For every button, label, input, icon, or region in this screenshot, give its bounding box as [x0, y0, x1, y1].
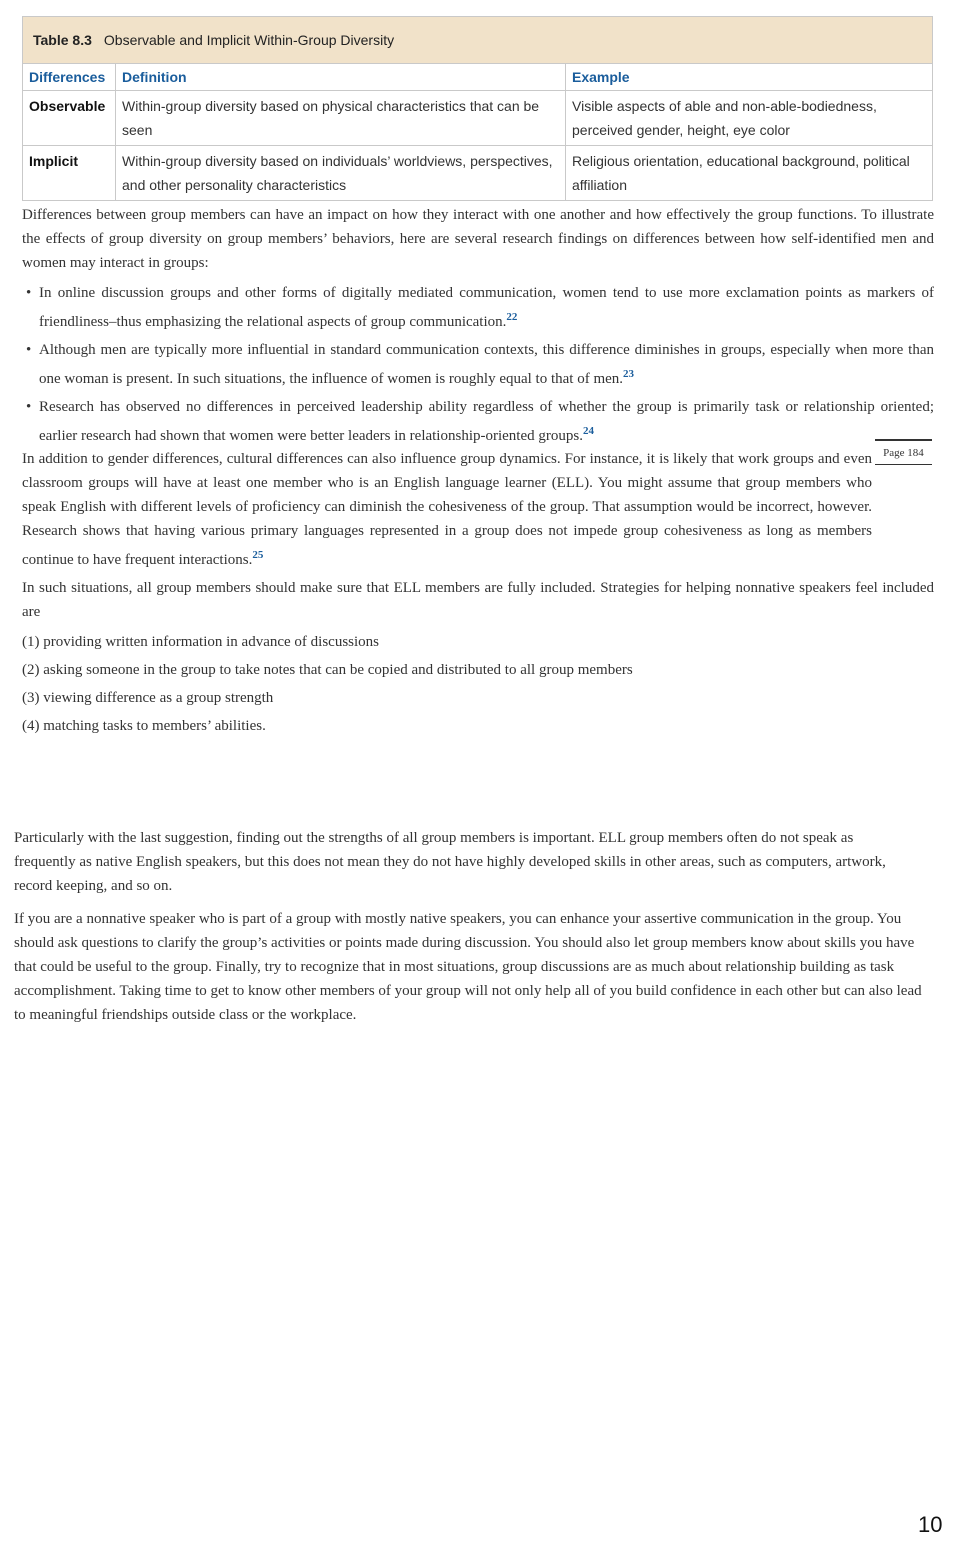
- footnote-link[interactable]: 22: [506, 311, 518, 323]
- strategy-item: (4) matching tasks to members’ abilities.: [22, 718, 266, 734]
- table-label: Table 8.3: [33, 32, 92, 48]
- header-differences: Differences: [23, 64, 116, 91]
- findings-list: [22, 281, 934, 452]
- row-definition: Within-group diversity based on individuals’ worldviews, perspectives, and other personality characteristics: [116, 146, 566, 201]
- table-row: [23, 91, 932, 146]
- table-title: Observable and Implicit Within-Group Diversity: [103, 32, 395, 48]
- diversity-table: [22, 16, 933, 201]
- footnote-link[interactable]: 24: [582, 425, 594, 437]
- row-example: Visible aspects of able and non-able-bodiedness, perceived gender, height, eye color: [566, 91, 933, 146]
- row-definition: Within-group diversity based on physical characteristics that can be seen: [116, 91, 566, 146]
- table-grid: [23, 64, 932, 200]
- list-item: • Research has observed no differences in perceived leadership ability regardless of whether the group is primarily task or relationship oriented; earlier research had shown that women were better leaders in relationship-oriented groups.$^{24}$: [26, 399, 934, 444]
- suggestion-paragraph: Particularly with the last suggestion, finding out the strengths of all group members is important. ELL group members often do not speak as frequently as native English speakers, but this does not mean they do not have highly developed skills in other areas, such as computers, artwork, record keeping, and so on.: [14, 830, 886, 894]
- table-caption: [23, 17, 932, 64]
- row-type: Observable: [23, 91, 116, 146]
- cultural-paragraph: In addition to gender differences, cultural differences can also influence group dynamics. For instance, it is likely that work groups and even classroom groups will have at least one member who is an English language learner (ELL). You might assume that group members who speak English with different levels of proficiency can diminish the cohesiveness of the group. That assumption would be incorrect, however. Research shows that having various primary languages represented in a group does not impede group cohesiveness as long as members continue to have frequent interactions.$^{25}$: [22, 451, 872, 568]
- strategy-item: (1) providing written information in advance of discussions: [22, 634, 380, 650]
- footnote-link[interactable]: 23: [623, 368, 635, 380]
- ell-paragraph: In such situations, all group members should make sure that ELL members are fully included. Strategies for helping nonnative speakers feel included are: [22, 580, 934, 620]
- list-item: • Although men are typically more influential in standard communication contexts, this difference diminishes in groups, especially when more than one woman is present. In such situations, the influence of women is roughly equal to that of men.$^{23}$: [26, 342, 934, 387]
- list-item: • In online discussion groups and other forms of digitally mediated communication, women tend to use more exclamation points as markers of friendliness–thus emphasizing the relational aspects of group communication.$^{22}$: [26, 285, 934, 330]
- strategy-item: (2) asking someone in the group to take notes that can be copied and distributed to all group members: [22, 662, 633, 678]
- table-header-row: [23, 64, 932, 91]
- nonnative-paragraph: If you are a nonnative speaker who is part of a group with mostly native speakers, you can enhance your assertive communication in the group. You should ask questions to clarify the group’s activities or points made during discussion. You should also let group members know about skills you have that could be useful to the group. Finally, try to recognize that in most situations, group discussions are as much about relationship building as task accomplishment. Taking time to get to know other members of your group will not only help all of you build confidence in each other but can also lead to meaningful friendships outside class or the workplace.: [14, 911, 922, 1023]
- header-example: Example: [566, 64, 933, 91]
- row-example: Religious orientation, educational background, political affiliation: [572, 153, 910, 193]
- footnote-link[interactable]: 25: [252, 549, 264, 561]
- intro-paragraph: Differences between group members can have an impact on how they interact with one another and how effectively the group functions. To illustrate the effects of group diversity on group members’ behaviors, here are several research findings on differences between how self-identified men and women may interact in groups:: [22, 207, 934, 271]
- table-row: [23, 146, 932, 201]
- strategy-item: (3) viewing difference as a group strength: [22, 690, 274, 706]
- page-number: 10: [918, 1512, 943, 1537]
- header-definition: Definition: [116, 64, 566, 91]
- page-marker: Page 184: [875, 439, 932, 465]
- row-type: Implicit: [23, 146, 116, 201]
